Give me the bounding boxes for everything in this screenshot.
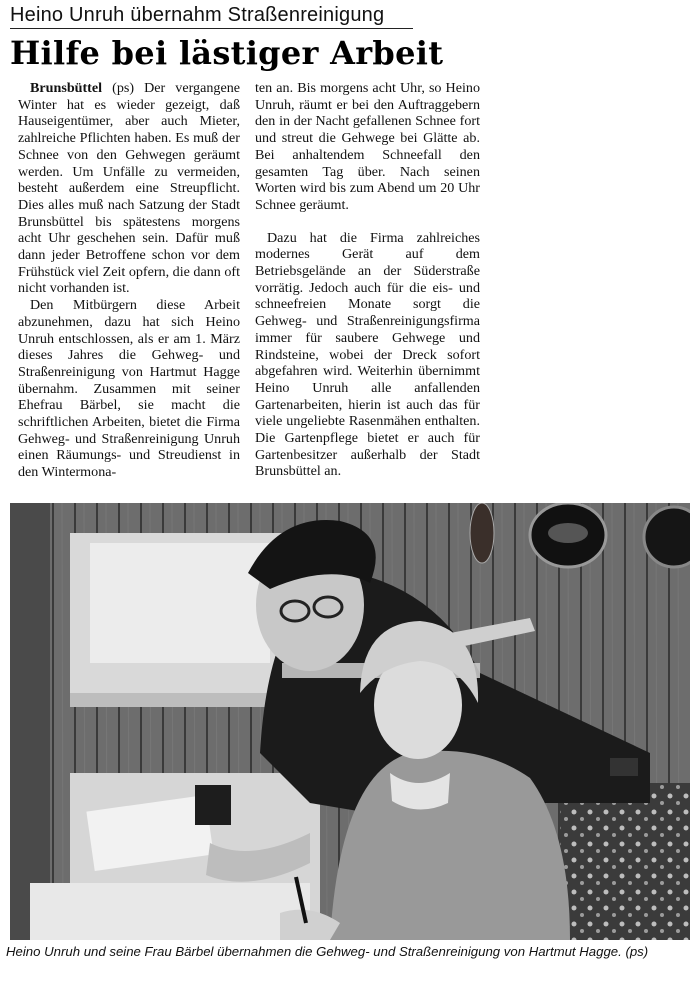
column-1-paragraph-1 <box>18 80 240 297</box>
column-2-paragraph-2: Dazu hat die Firma zahlreiches modernes Gerät auf dem Betriebsgelände an der Süderstraße vorrätig. Jedoch auch für die eis- und schneefreien Monate sorgt die Gehweg- und Straßenreinigungsfirma immer für saubere Gehwege und Rindsteine, wobei der Dreck sofort abgefahren wird. Weiterhin übernimmt Heino Unruh alle anfallenden Gartenarbeiten, hierin ist auch das für viele ungeliebte Rasenmähen enthalten. Die Gartenpflege bietet er auch für Gartenbesitzer außerhalb der Stadt Brunsbüttel an. <box>255 229 480 480</box>
column-1-paragraph-1-text: (ps) Der vergangene Winter hat es wieder gezeigt, daß Hauseigentümer, aber auch Mieter, zahlreiche Pflichten haben. Es muß der Schnee von den Gehwegen geräumt werden. Um Unfälle zu vermeiden, besteht außerdem eine Streupflicht. Dies alles muß nach Satzung der Stadt Brunsbüttel bis spätestens morgens acht Uhr geschehen sein. Dafür muß dann jeder Betroffene schon vor dem Frühstück viel Zeit opfern, die dann oft nicht vorhanden ist. <box>18 80 240 297</box>
article-column-2 <box>255 80 480 480</box>
article-dateline: Brunsbüttel <box>30 80 103 96</box>
desk-phone <box>195 785 231 825</box>
photo-caption: Heino Unruh und seine Frau Bärbel übernahmen die Gehweg- und Straßenreinigung von Hartmut Hagge. (ps) <box>6 944 649 959</box>
column-2-paragraph-1: ten an. Bis morgens acht Uhr, so Heino Unruh, räumt er bei den Auftraggebern den in der Nacht gefallenen Schnee fort und streut die Gehwege bei Glätte ab. Bei anhaltendem Schneefall den gesamten Tag über. Nach seinen Worten wird bis zum Abend um 20 Uhr Schnee geräumt. <box>255 80 480 213</box>
article-photo <box>10 503 690 940</box>
column-1-paragraph-2: Den Mitbürgern diese Arbeit abzunehmen, dazu hat sich Heino Unruh entschlossen, als er am 1. März dieses Jahres die Gehweg- und Straßenreinigung von Hartmut Hagge übernahm. Zusammen mit seiner Ehefrau Bärbel, sie macht die schriftlichen Arbeiten, bietet die Firma Gehweg- und Straßenreinigung Unruh einen Räumungs- und Streudienst in den Wintermona- <box>18 297 240 481</box>
decorative-plate-2 <box>644 507 690 567</box>
photo-illustration <box>10 503 690 940</box>
floral-chair <box>560 783 690 940</box>
article-column-1 <box>18 80 240 481</box>
article-headline: Hilfe bei lästiger Arbeit <box>10 34 444 72</box>
article-kicker: Heino Unruh übernahm Straßenreinigung <box>10 4 413 29</box>
